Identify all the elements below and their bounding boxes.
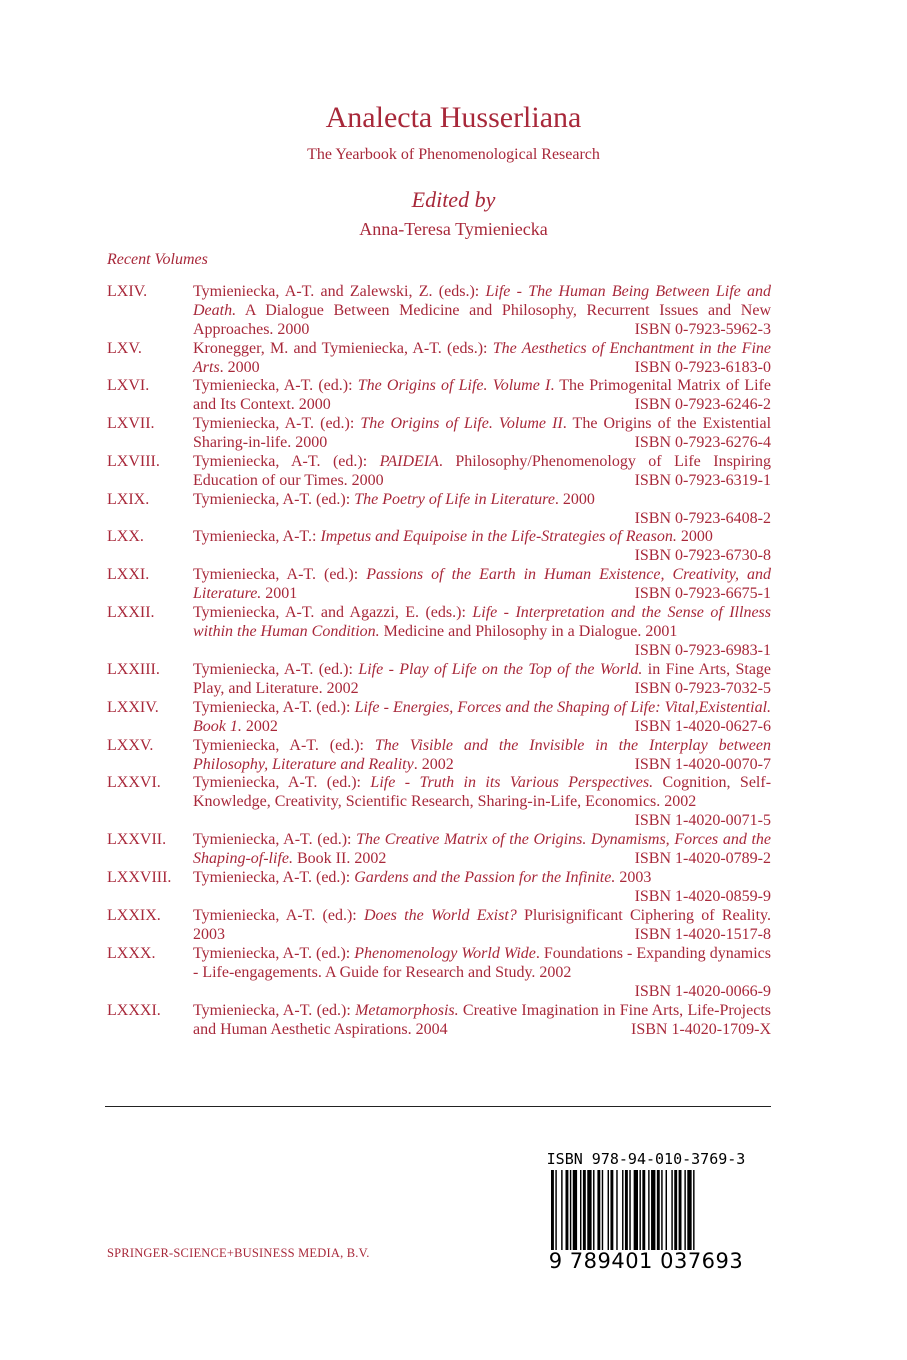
barcode-bar: [597, 1170, 600, 1250]
barcode-bar: [687, 1170, 691, 1250]
volume-entry: [107, 377, 771, 415]
volume-details: 2001: [261, 584, 298, 602]
barcode-bar: [602, 1170, 603, 1250]
volume-number: LXXX.: [107, 945, 156, 962]
volume-number: LXXXI.: [107, 1002, 161, 1019]
volume-details: . 2000: [554, 491, 595, 508]
volume-details: . Foundations - Expanding dynamics - Life-engagements. A Guide for Research and Study. 2002: [193, 945, 772, 981]
volume-isbn: ISBN 0-7923-6319-1: [634, 471, 771, 489]
volume-number: LXXI.: [107, 566, 150, 583]
volume-details: 2003: [615, 869, 652, 886]
volume-number: LXXVII.: [107, 831, 167, 848]
horizontal-rule: [105, 1106, 771, 1107]
volume-number: LXIX.: [107, 491, 150, 508]
volume-number: LXXIII.: [107, 661, 160, 678]
volume-details: Creative Imagination in Fine Arts, Life-Projects and Human Aesthetic Aspirations. 2004: [193, 1002, 772, 1038]
barcode-bar: [657, 1170, 660, 1250]
barcode-bar: [551, 1170, 554, 1250]
volume-author: Tymieniecka, A-T. (ed.):: [193, 774, 371, 791]
volume-title: Life - Truth in its Various Perspectives.: [370, 774, 654, 791]
barcode-bars: [551, 1170, 741, 1250]
volume-title: The Aesthetics of Enchantment in the Fine Arts: [193, 340, 771, 376]
volume-title: Does the World Exist?: [364, 907, 517, 924]
volume-author: Tymieniecka, A-T. (ed.):: [193, 415, 361, 432]
volume-entry: [107, 283, 771, 339]
recent-volumes-label: Recent Volumes: [107, 251, 208, 268]
barcode-block: [535, 1150, 757, 1276]
barcode-bar: [561, 1170, 562, 1250]
volume-details: Cognition, Self-Knowledge, Creativity, Scientific Research, Sharing-in-Life, Economics. 2002: [193, 774, 772, 810]
volume-number: LXVI.: [107, 377, 150, 394]
volume-details: 2002: [241, 717, 278, 735]
volume-number: LXVII.: [107, 415, 155, 432]
volume-isbn: ISBN 0-7923-7032-5: [634, 679, 771, 697]
volume-number: LXXVI.: [107, 774, 161, 791]
volume-isbn: ISBN 0-7923-5962-3: [634, 320, 771, 338]
volume-details: Book II. 2002: [292, 849, 387, 867]
barcode-bar: [671, 1170, 672, 1250]
volume-isbn: ISBN 0-7923-6730-8: [634, 546, 771, 564]
volume-details: . The Primogenital Matrix of Life and Its Context. 2000: [193, 377, 772, 413]
volume-entry: [107, 661, 771, 699]
barcode-bar: [629, 1170, 630, 1250]
volume-details: in Fine Arts, Stage Play, and Literature. 2002: [193, 661, 772, 697]
barcode-isbn: ISBN 978-94-010-3769-3: [546, 1150, 746, 1168]
volume-entry: [107, 453, 771, 491]
volume-number: LXXIX.: [107, 907, 161, 924]
volume-author: Tymieniecka, A-T. (ed.):: [193, 737, 375, 754]
volume-author: Tymieniecka, A-T. (ed.):: [193, 661, 359, 678]
barcode-bar: [634, 1170, 638, 1250]
volume-entry: [107, 737, 771, 775]
volume-entry: [107, 491, 771, 529]
barcode-number: 9 789401 037693: [548, 1249, 744, 1273]
volume-isbn: ISBN 1-4020-1709-X: [631, 1020, 771, 1038]
volume-author: Tymieniecka, A-T. (ed.):: [193, 453, 380, 470]
volume-title: Metamorphosis.: [355, 1002, 459, 1019]
barcode-bar: [622, 1170, 623, 1250]
barcode-bar: [625, 1170, 628, 1250]
barcode-bar: [573, 1170, 577, 1250]
series-title: Analecta Husserliana: [325, 101, 582, 134]
barcode-bar: [648, 1170, 649, 1250]
volume-isbn: ISBN 1-4020-0789-2: [634, 849, 771, 867]
barcode-bar: [593, 1170, 594, 1250]
volume-details: 2000: [676, 528, 713, 545]
volume-details: A Dialogue Between Medicine and Philosophy, Recurrent Issues and New Approaches. 2000: [193, 301, 771, 338]
volume-author: Kronegger, M. and Tymieniecka, A-T. (eds.):: [193, 340, 493, 357]
volume-entry: [107, 774, 771, 830]
volume-title: Life - Energies, Forces and the Shaping of Life: Vital,Existential. Book 1.: [193, 699, 772, 735]
volume-isbn: ISBN 0-7923-6246-2: [634, 395, 771, 413]
volume-isbn: ISBN 0-7923-6408-2: [634, 509, 771, 527]
volume-number: LXXII.: [107, 604, 155, 621]
volume-isbn: ISBN 1-4020-1517-8: [634, 925, 771, 943]
barcode-bar: [616, 1170, 617, 1250]
volume-author: Tymieniecka, A-T. (ed.):: [193, 907, 364, 924]
volume-isbn: ISBN 1-4020-0066-9: [634, 982, 771, 1000]
barcode-bar: [693, 1170, 694, 1250]
barcode-bar: [642, 1170, 645, 1250]
volume-author: Tymieniecka, A-T. and Agazzi, E. (eds.):: [193, 604, 473, 621]
volume-details: . 2002: [413, 755, 454, 773]
volume-title: The Origins of Life. Volume II: [360, 415, 563, 432]
barcode-bar: [580, 1170, 581, 1250]
editor-name: Anna-Teresa Tymieniecka: [359, 219, 548, 239]
volume-entry: [107, 528, 771, 566]
volume-details: . The Origins of the Existential Sharing-in-life. 2000: [193, 415, 772, 451]
volume-entry: [107, 699, 771, 737]
volume-title: The Visible and the Invisible in the Interplay between Philosophy, Literature and Reality: [193, 737, 772, 773]
volume-author: Tymieniecka, A-T. (ed.):: [193, 1002, 356, 1019]
volume-entry: [107, 340, 771, 378]
barcode-bar: [608, 1170, 609, 1250]
volume-author: Tymieniecka, A-T. (ed.):: [193, 377, 358, 394]
volume-author: Tymieniecka, A-T. (ed.):: [193, 831, 357, 848]
volume-entry: [107, 907, 771, 945]
volume-title: Life - Interpretation and the Sense of Illness within the Human Condition.: [193, 604, 771, 640]
volume-details: . 2000: [219, 358, 260, 376]
volume-details: Plurisignificant Ciphering of Reality. 2003: [193, 907, 771, 943]
volume-entry: [107, 604, 771, 660]
barcode-bar: [639, 1170, 640, 1250]
volume-isbn: ISBN 1-4020-0070-7: [634, 755, 771, 773]
volume-title: Impetus and Equipoise in the Life-Strategies of Reason.: [320, 528, 677, 545]
volume-isbn: ISBN 0-7923-6675-1: [634, 584, 771, 602]
barcode-bar: [566, 1170, 569, 1250]
volume-title: The Poetry of Life in Literature: [354, 491, 555, 508]
volume-number: LXX.: [107, 528, 144, 545]
volume-isbn: ISBN 1-4020-0071-5: [634, 811, 771, 829]
volume-isbn: ISBN 0-7923-6983-1: [634, 641, 771, 659]
volume-number: LXIV.: [107, 283, 148, 300]
volume-details: Medicine and Philosophy in a Dialogue. 2001: [379, 622, 678, 640]
edited-by-label: Edited by: [411, 187, 496, 212]
barcode-bar: [583, 1170, 586, 1250]
volume-isbn: ISBN 0-7923-6183-0: [634, 358, 771, 376]
volume-title: Passions of the Earth in Human Existence, Creativity, and Literature.: [193, 566, 771, 602]
barcode-bar: [587, 1170, 591, 1250]
barcode-bar: [610, 1170, 613, 1250]
volume-author: Tymieniecka, A-T. (ed.):: [193, 566, 367, 583]
volume-title: The Creative Matrix of the Origins. Dynamisms, Forces and the Shaping-of-life.: [193, 831, 772, 867]
volume-number: LXVIII.: [107, 453, 160, 470]
volume-number: LXXVIII.: [107, 869, 172, 886]
volume-title: Life - The Human Being Between Life and Death.: [193, 283, 772, 319]
volume-author: Tymieniecka, A-T. and Zalewski, Z. (eds.):: [193, 283, 486, 300]
volume-entry: [107, 869, 771, 907]
volume-title: The Origins of Life. Volume I: [357, 377, 551, 394]
volume-details: . Philosophy/Phenomenology of Life Inspiring Education of our Times. 2000: [193, 453, 772, 489]
barcode-bar: [684, 1170, 685, 1250]
volume-entry: [107, 945, 771, 1001]
publisher-name: SPRINGER-SCIENCE+BUSINESS MEDIA, B.V.: [107, 1246, 370, 1260]
barcode-bar: [674, 1170, 677, 1250]
volume-title: PAIDEIA: [379, 453, 439, 470]
barcode-bar: [555, 1170, 556, 1250]
barcode-bar: [570, 1170, 571, 1250]
volume-entry: [107, 415, 771, 453]
volume-entry: [107, 566, 771, 604]
volume-author: Tymieniecka, A-T. (ed.):: [193, 869, 355, 886]
barcode-bar: [679, 1170, 682, 1250]
volume-title: Gardens and the Passion for the Infinite.: [354, 869, 616, 886]
volume-author: Tymieniecka, A-T.:: [193, 528, 321, 545]
volume-isbn: ISBN 1-4020-0627-6: [634, 717, 771, 735]
barcode-bar: [651, 1170, 655, 1250]
volume-isbn: ISBN 1-4020-0859-9: [634, 887, 771, 905]
volume-isbn: ISBN 0-7923-6276-4: [634, 433, 771, 451]
volume-title: Life - Play of Life on the Top of the World.: [358, 661, 643, 678]
series-subtitle: The Yearbook of Phenomenological Research: [307, 146, 600, 163]
volume-title: Phenomenology World Wide: [354, 945, 536, 962]
barcode-bar: [666, 1170, 667, 1250]
volume-entry: [107, 831, 771, 869]
volume-author: Tymieniecka, A-T. (ed.):: [193, 945, 355, 962]
volume-number: LXV.: [107, 340, 142, 357]
volume-author: Tymieniecka, A-T. (ed.):: [193, 491, 355, 508]
volume-author: Tymieniecka, A-T. (ed.):: [193, 699, 355, 716]
volume-entry: [107, 1002, 771, 1040]
volume-number: LXXIV.: [107, 699, 159, 716]
barcode-bar: [661, 1170, 662, 1250]
volume-number: LXXV.: [107, 737, 154, 754]
